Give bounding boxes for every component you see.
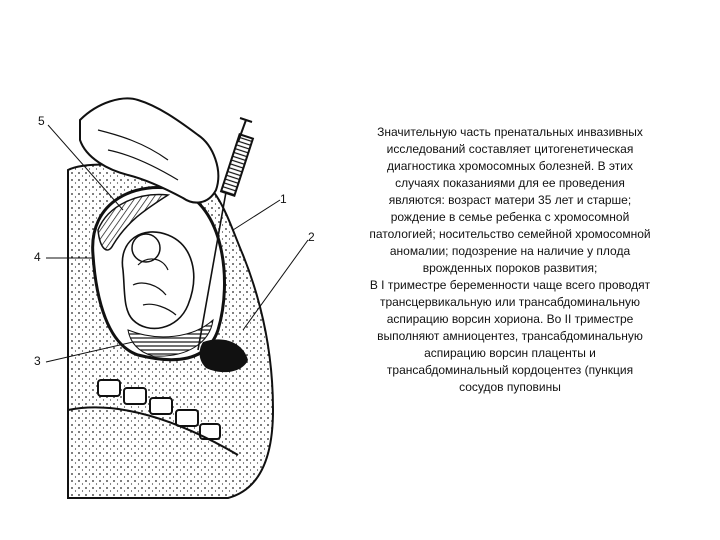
paragraph-trimesters: В I триместре беременности чаще всего проводят трансцервикальную или трансабдоминальную аспирацию ворсин хориона. Во II триместре выполняют амниоцентез, трансабдоминальную аспирацию ворсин плаценты и трансабдоминальный кордоцентез (пункция сосудов пуповины	[369, 278, 651, 394]
callout-2: 2	[308, 230, 315, 244]
amniocentesis-illustration	[28, 80, 328, 500]
paragraph-indications: Значительную часть пренатальных инвазивных исследований составляет цитогенетическая диагностика хромосомных болезней. В этих случаях показаниями для ее проведения являются: возраст матери 35 лет и старше; рождение в семье ребенка с хромосомной патологией; носительство семейной хромосомной аномалии; подозрение на наличие у плода врожденных пороков развития;	[369, 125, 651, 275]
illustration-svg	[28, 80, 328, 500]
callout-3: 3	[34, 354, 41, 368]
callout-5: 5	[38, 114, 45, 128]
callout-4: 4	[34, 250, 41, 264]
callout-1: 1	[280, 192, 287, 206]
description-text	[338, 124, 682, 396]
fetus	[122, 232, 193, 329]
